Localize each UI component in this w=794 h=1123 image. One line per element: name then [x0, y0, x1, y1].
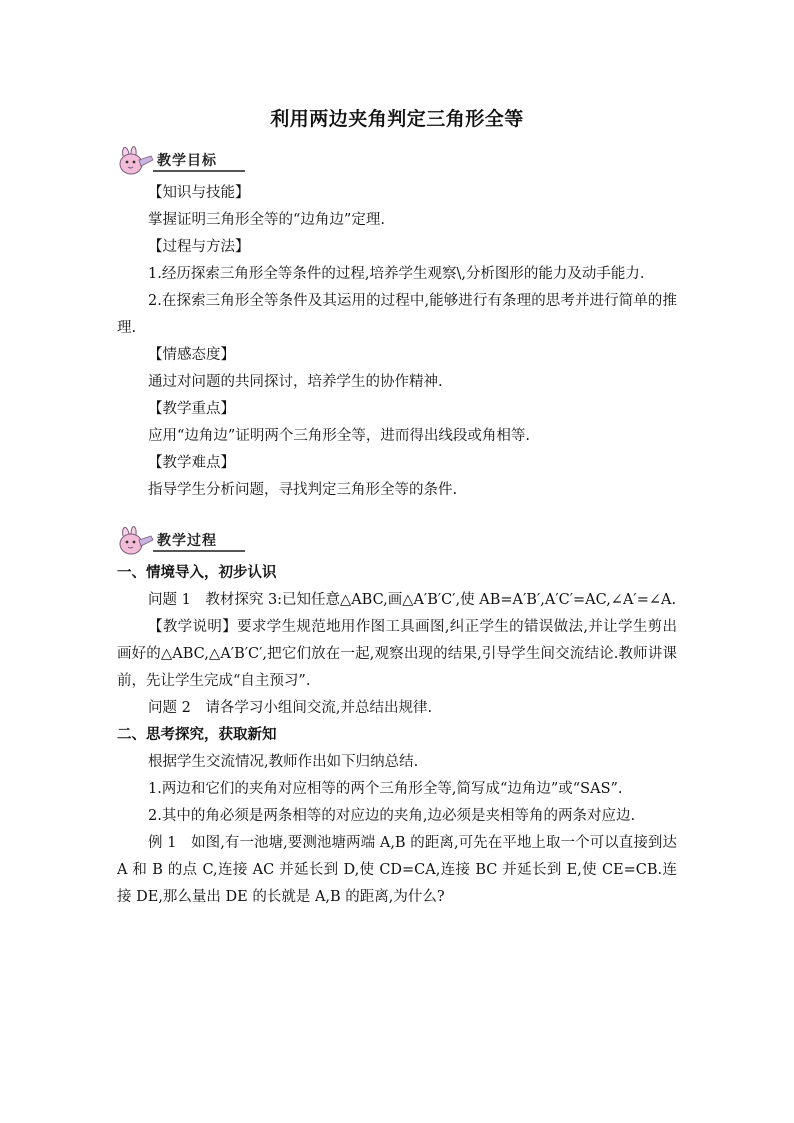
bunny-icon — [117, 522, 157, 558]
heading-intro: 一、情境导入，初步认识 — [117, 565, 277, 581]
question-1: 问题 1 教材探究 3:已知任意△ABC,画△A′B′C′,使 AB=A′B′,A′C′=AC,∠A′=∠A. — [148, 592, 677, 608]
banner-underline — [153, 170, 245, 172]
banner-underline — [153, 550, 245, 552]
bunny-icon — [117, 142, 157, 178]
example-1: 例 1 如图,有一池塘,要测池塘两端 A,B 的距离,可先在平地上取一个可以直接到达 A 和 B 的点 C,连接 AC 并延长到 D,使 CD=CA,连接 BC 并延长到 E,使 CE=CB.连接 DE,那么量出 DE 的长就是 A,B 的距离,为什么? — [117, 835, 677, 905]
process-banner-label: 教学过程 — [157, 533, 217, 549]
key-point-text: 应用“边角边”证明两个三角形全等，进而得出线段或角相等. — [148, 428, 530, 444]
goals-body — [117, 180, 677, 504]
process-banner — [117, 522, 247, 558]
knowledge-label: 【知识与技能】 — [148, 185, 250, 201]
question-2: 问题 2 请各学习小组间交流,并总结出规律. — [148, 700, 433, 716]
page-title: 利用两边夹角判定三角形全等 — [270, 108, 524, 130]
difficulty-label: 【教学难点】 — [148, 455, 235, 471]
heading-explore: 二、思考探究，获取新知 — [117, 727, 277, 743]
method-item-2: 2.在探索三角形全等条件及其运用的过程中,能够进行有条理的思考并进行简单的推理. — [117, 293, 677, 336]
goals-banner-label: 教学目标 — [157, 153, 217, 169]
teaching-note: 【教学说明】要求学生规范地用作图工具画图,纠正学生的错误做法,并让学生剪出画好的△ABC,△A′B′C′,把它们放在一起,观察出现的结果,引导学生间交流结论.教师讲课前，先让学生完成“自主预习”. — [117, 619, 677, 689]
difficulty-text: 指导学生分析问题，寻找判定三角形全等的条件. — [148, 482, 458, 498]
summary-intro: 根据学生交流情况,教师作出如下归纳总结. — [148, 754, 419, 770]
method-label: 【过程与方法】 — [148, 239, 250, 255]
summary-point-1: 1.两边和它们的夹角对应相等的两个三角形全等,简写成“边角边”或“SAS”. — [148, 781, 623, 797]
key-point-label: 【教学重点】 — [148, 401, 235, 417]
knowledge-text: 掌握证明三角形全等的“边角边”定理. — [148, 212, 385, 228]
process-body — [117, 560, 677, 911]
section-goals — [117, 142, 677, 178]
attitude-text: 通过对问题的共同探讨，培养学生的协作精神. — [148, 374, 443, 390]
method-item-1: 1.经历探索三角形全等条件的过程,培养学生观察\,分析图形的能力及动手能力. — [148, 266, 645, 282]
section-process — [117, 522, 677, 558]
summary-point-2: 2.其中的角必须是两条相等的对应边的夹角,边必须是夹相等角的两条对应边. — [148, 808, 636, 824]
attitude-label: 【情感态度】 — [148, 347, 235, 363]
goals-banner — [117, 142, 247, 178]
